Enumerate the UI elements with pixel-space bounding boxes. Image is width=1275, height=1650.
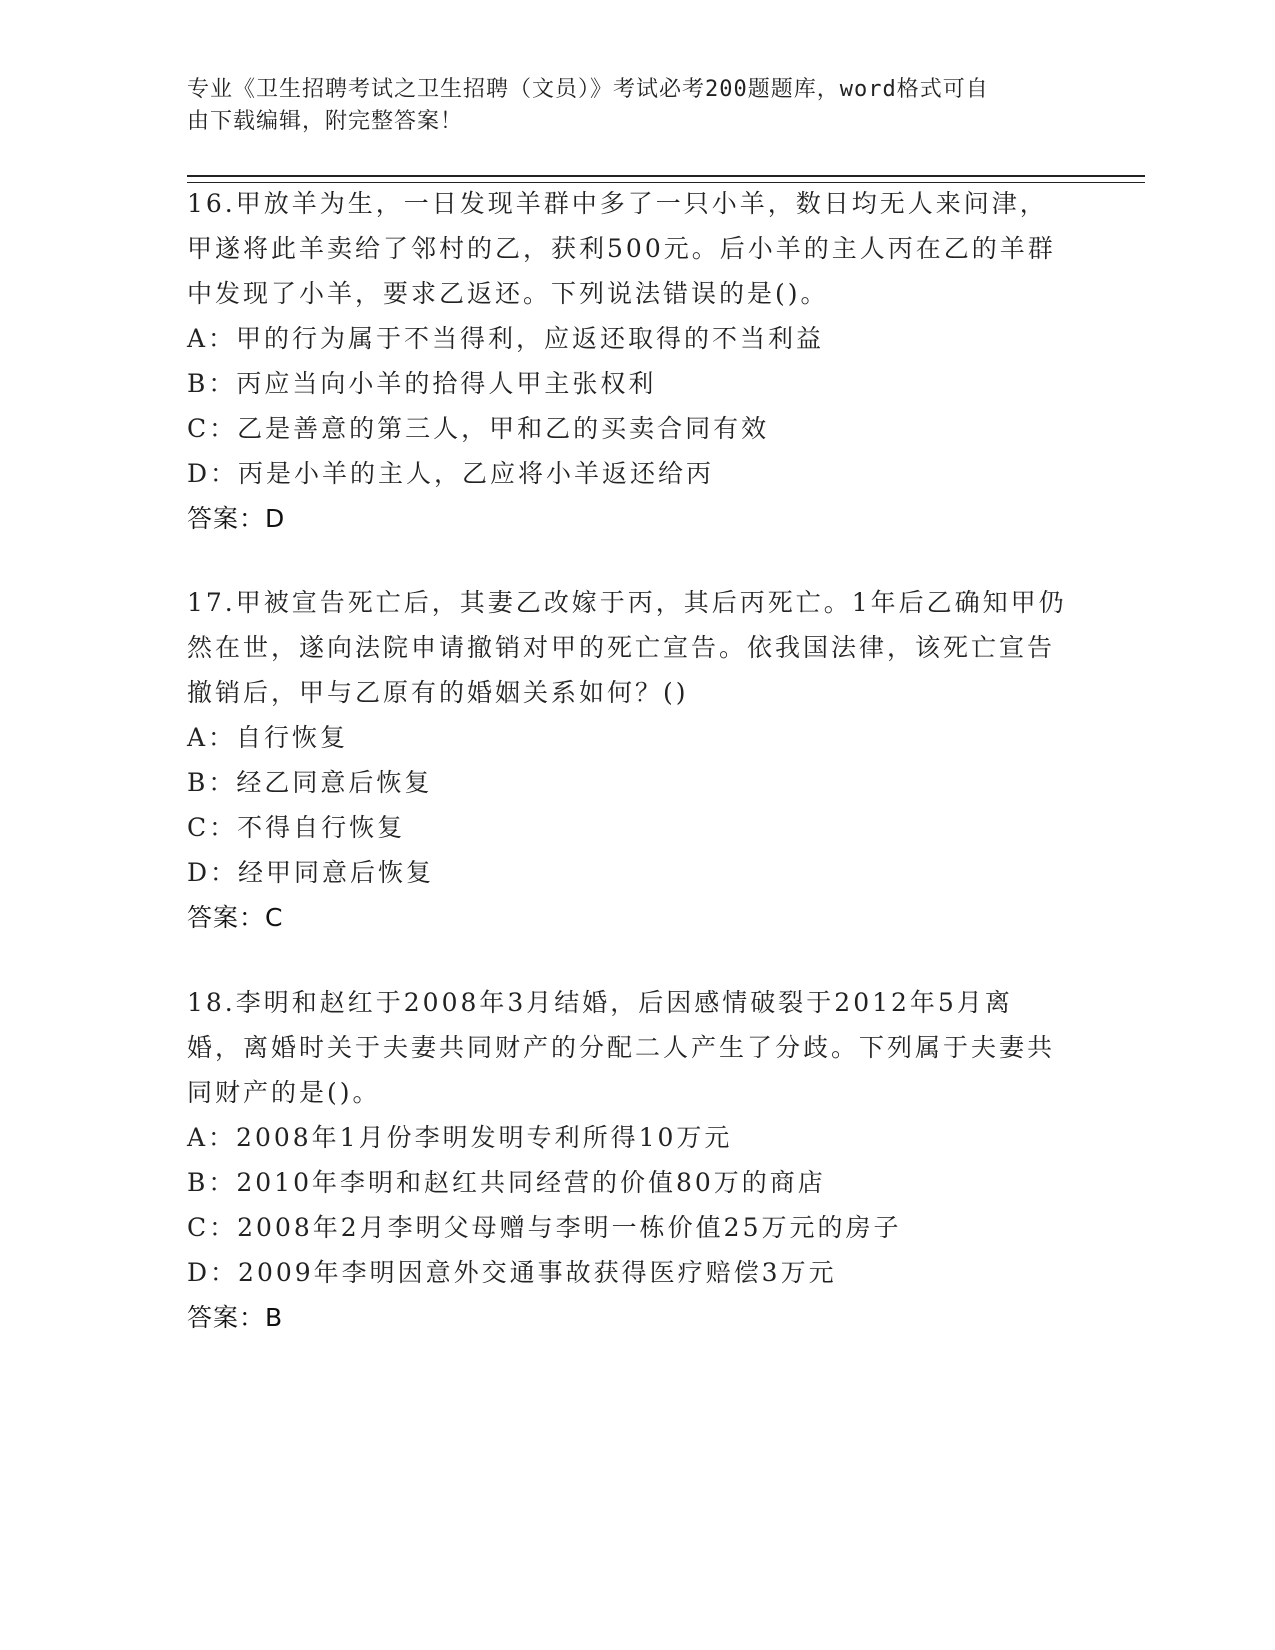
question-16 [187, 181, 1067, 541]
option-a: A：2008年1月份李明发明专利所得10万元 [187, 1123, 733, 1152]
option-b: B：2010年李明和赵红共同经营的价值80万的商店 [187, 1168, 826, 1197]
answer: 答案：B [187, 1303, 284, 1332]
option-c: C：2008年2月李明父母赠与李明一栋价值25万元的房子 [187, 1213, 902, 1242]
option-a: A：自行恢复 [187, 723, 349, 752]
header-divider-thick [187, 175, 1145, 177]
question-text: 16.甲放羊为生，一日发现羊群中多了一只小羊，数日均无人来问津，甲遂将此羊卖给了邻村的乙，获利500元。后小羊的主人丙在乙的羊群中发现了小羊，要求乙返还。下列说法错误的是()。 [187, 189, 1056, 308]
option-b: B：经乙同意后恢复 [187, 768, 433, 797]
question-text: 18.李明和赵红于2008年3月结婚，后因感情破裂于2012年5月离婚，离婚时关于夫妻共同财产的分配二人产生了分歧。下列属于夫妻共同财产的是()。 [187, 988, 1056, 1107]
question-18 [187, 980, 1067, 1340]
option-d: D：丙是小羊的主人，乙应将小羊返还给丙 [187, 459, 715, 488]
header-line-2: 由下载编辑，附完整答案！ [187, 109, 464, 134]
document-header [187, 74, 1067, 138]
option-d: D：2009年李明因意外交通事故获得医疗赔偿3万元 [187, 1258, 837, 1287]
option-c: C：乙是善意的第三人，甲和乙的买卖合同有效 [187, 414, 770, 443]
question-text: 17.甲被宣告死亡后，其妻乙改嫁于丙，其后丙死亡。1年后乙确知甲仍然在世，遂向法院申请撤销对甲的死亡宣告。依我国法律，该死亡宣告撤销后，甲与乙原有的婚姻关系如何？() [187, 588, 1067, 707]
option-b: B：丙应当向小羊的拾得人甲主张权利 [187, 369, 657, 398]
answer: 答案：D [187, 504, 286, 533]
header-line-1: 专业《卫生招聘考试之卫生招聘（文员）》考试必考200题题库，word格式可自 [187, 77, 989, 102]
option-a: A：甲的行为属于不当得利，应返还取得的不当利益 [187, 324, 825, 353]
answer: 答案：C [187, 903, 284, 932]
option-c: C：不得自行恢复 [187, 813, 406, 842]
question-17 [187, 580, 1067, 940]
option-d: D：经甲同意后恢复 [187, 858, 435, 887]
